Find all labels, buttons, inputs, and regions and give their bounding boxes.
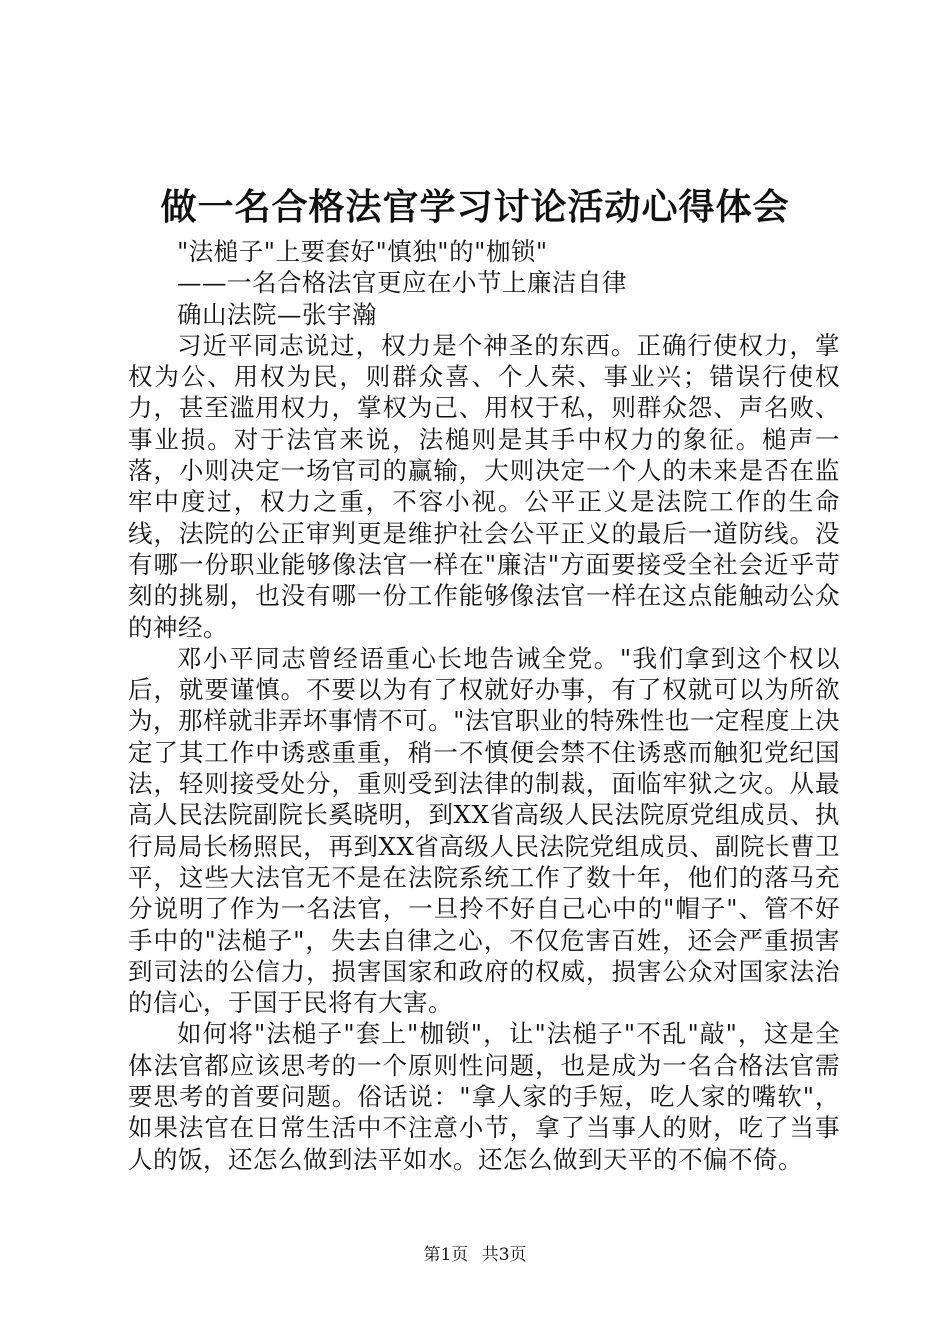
author-line: 确山法院—张宇瀚 xyxy=(177,299,377,329)
subtitle-line-2: ——一名合格法官更应在小节上廉洁自律 xyxy=(177,268,627,298)
paragraph-2: 邓小平同志曾经语重心长地告诫全党。"我们拿到这个权以后，就要谨慎。不要以为有了权就好办事，有了权就可以为所欲为，那样就非弄坏事情不可。"法官职业的特殊性也一定程度上决定了其工作中诱惑重重，稍一不慎便会禁不住诱惑而触犯党纪国法，轻则接受处分，重则受到法律的制裁，面临牢狱之灾。从最高人民法院副院长奚晓明，到XX省高级人民法院原党组成员、执行局局长杨照民，再到XX省高级人民法院党组成员、副院长曹卫平，这些大法官无不是在法院系统工作了数十年，他们的落马充分说明了作为一名法官，一旦拎不好自己心中的"帽子"、管不好手中的"法槌子"，失去自律之心，不仅危害百姓，还会严重损害到司法的公信力，损害国家和政府的权威，损害公众对国家法治的信心，于国于民将有大害。 xyxy=(128,643,840,1018)
document-title: 做一名合格法官学习讨论活动心得体会 xyxy=(160,187,790,228)
page-number-total: 共3页 xyxy=(481,1245,527,1265)
document-body xyxy=(128,236,840,1175)
page-footer xyxy=(0,1243,950,1267)
paragraph-1: 习近平同志说过，权力是个神圣的东西。正确行使权力，掌权为公、用权为民，则群众喜、个人荣、事业兴；错误行使权力，甚至滥用权力，掌权为己、用权于私，则群众怨、声名败、事业损。对于法官来说，法槌则是其手中权力的象征。槌声一落，小则决定一场官司的赢输，大则决定一个人的未来是否在监牢中度过，权力之重，不容小视。公平正义是法院工作的生命线，法院的公正审判更是维护社会公平正义的最后一道防线。没有哪一份职业能够像法官一样在"廉洁"方面要接受全社会近乎苛刻的挑剔，也没有哪一份工作能够像法官一样在这点能触动公众的神经。 xyxy=(128,330,840,642)
paragraph-3: 如何将"法槌子"套上"枷锁"，让"法槌子"不乱"敲"，这是全体法官都应该思考的一个原则性问题，也是成为一名合格法官需要思考的首要问题。俗话说："拿人家的手短，吃人家的嘴软"，如果法官在日常生活中不注意小节，拿了当事人的财，吃了当事人的饭，还怎么做到法平如水。还怎么做到天平的不偏不倚。 xyxy=(128,1019,840,1174)
subtitle-line-1: "法槌子"上要套好"慎独"的"枷锁" xyxy=(177,237,548,266)
page-number-current: 第1页 xyxy=(423,1245,469,1265)
